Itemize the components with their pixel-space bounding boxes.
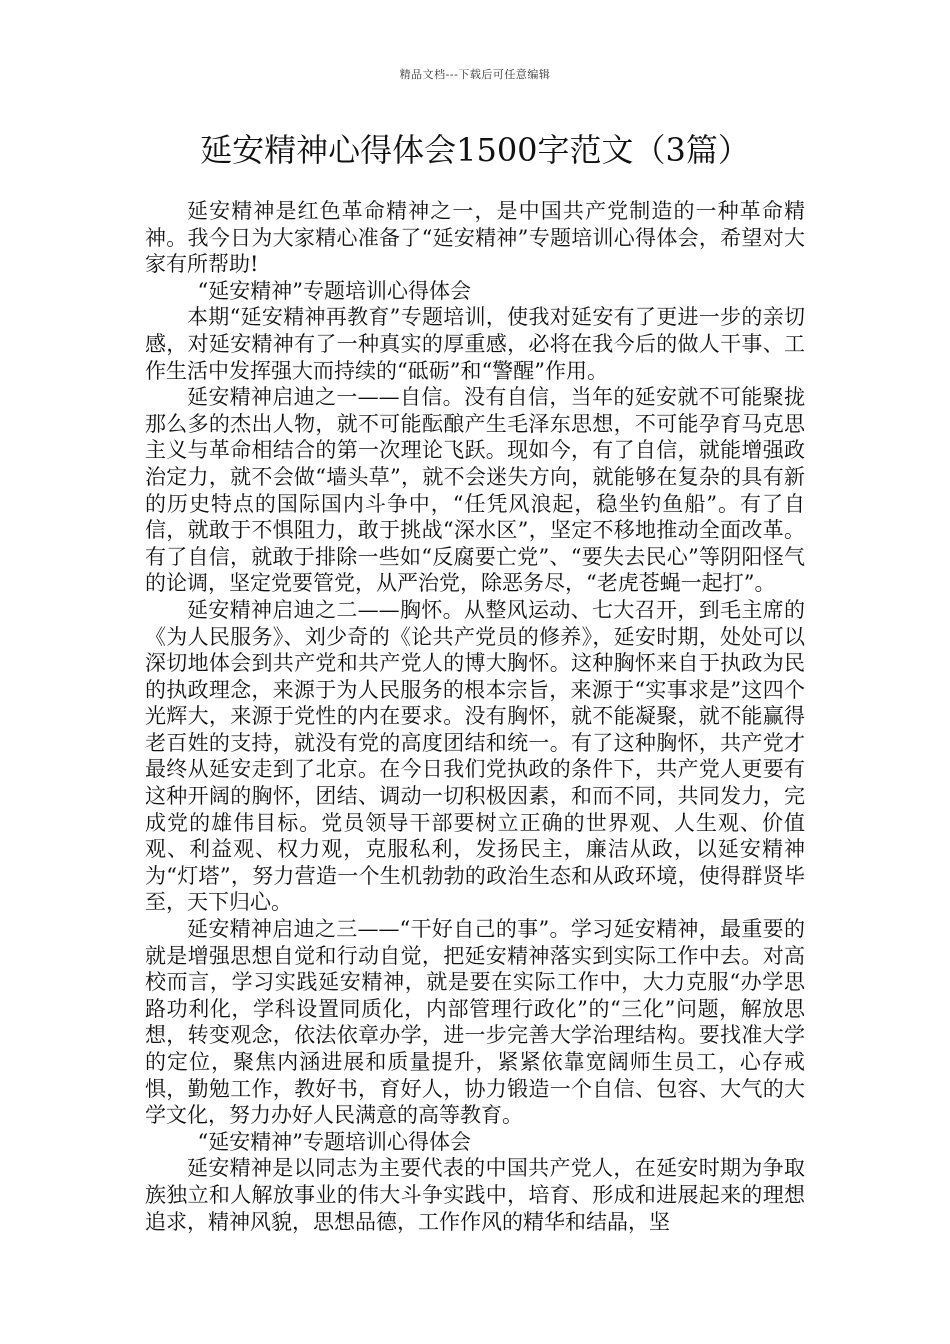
paragraph: 延安精神启迪之三——“干好自己的事”。学习延安精神，最重要的就是增强思想自觉和行动自觉，把延安精神落实到实际工作中去。对高校而言，学习实践延安精神，就是要在实际工作中，大力克服“办学思路功利化，学科设置同质化，内部管理行政化”的“三化”问题，解放思想，转变观念，依法依章办学，进一步完善大学治理结构。要找准大学的定位，聚焦内涵进展和质量提升，紧紧依靠宽阔师生员工，心存戒惧，勤勉工作，教好书，育好人，协力锻造一个自信、包容、大气的大学文化，努力办好人民满意的高等教育。 (145, 917, 805, 1128)
document-body (145, 198, 805, 1235)
document-title: 延安精神心得体会1500字范文（3篇） (200, 131, 750, 169)
paragraph: 延安精神启迪之一——自信。没有自信，当年的延安就不可能聚拢那么多的杰出人物，就不可能酝酿产生毛泽东思想，不可能孕育马克思主义与革命相结合的第一次理论飞跃。现如今，有了自信，就能增强政治定力，就不会做“墙头草”，就不会迷失方向，就能够在复杂的具有新的历史特点的国际国内斗争中，“任凭风浪起，稳坐钓鱼船”。有了自信，就敢于不惧阻力，敢于挑战“深水区”，坚定不移地推动全面改革。有了自信，就敢于排除一些如“反腐要亡党”、“要失去民心”等阴阳怪气的论调，坚定党要管党，从严治党，除恶务尽，“老虎苍蝇一起打”。 (145, 385, 805, 596)
paragraph: 延安精神启迪之二——胸怀。从整风运动、七大召开，到毛主席的《为人民服务》、刘少奇的《论共产党员的修养》，延安时期，处处可以深切地体会到共产党和共产党人的博大胸怀。这种胸怀来自于执政为民的执政理念，来源于为人民服务的根本宗旨，来源于“实事求是”这四个光辉大，来源于党性的内在要求。没有胸怀，就不能凝聚，就不能赢得老百姓的支持，就没有党的高度团结和统一。有了这种胸怀，共产党才最终从延安走到了北京。在今日我们党执政的条件下，共产党人更要有这种开阔的胸怀，团结、调动一切积极因素，和而不同，共同发力，完成党的雄伟目标。党员领导干部要树立正确的世界观、人生观、价值观、利益观、权力观，克服私利，发扬民主，廉洁从政，以延安精神为“灯塔”，努力营造一个生机勃勃的政治生态和从政环境，使得群贤毕至，天下归心。 (145, 597, 805, 915)
section-subheading: “延安精神”专题培训心得体会 (197, 278, 471, 303)
header-note: 精品文档---下载后可任意编辑 (399, 68, 551, 81)
paragraph-intro: 延安精神是红色革命精神之一，是中国共产党制造的一种革命精神。我今日为大家精心准备了“延安精神”专题培训心得体会，希望对大家有所帮助! (145, 199, 805, 277)
paragraph: 延安精神是以同志为主要代表的中国共产党人，在延安时期为争取族独立和人解放事业的伟大斗争实践中，培育、形成和进展起来的理想追求，精神风貌，思想品德，工作作风的精华和结晶，坚 (145, 1156, 805, 1234)
paragraph: 本期“延安精神再教育”专题培训，使我对延安有了更进一步的亲切感，对延安精神有了一种真实的厚重感，必将在我今后的做人干事、工作生活中发挥强大而持续的“砥砺”和“警醒”作用。 (145, 305, 805, 383)
section-subheading: “延安精神”专题培训心得体会 (197, 1129, 471, 1154)
